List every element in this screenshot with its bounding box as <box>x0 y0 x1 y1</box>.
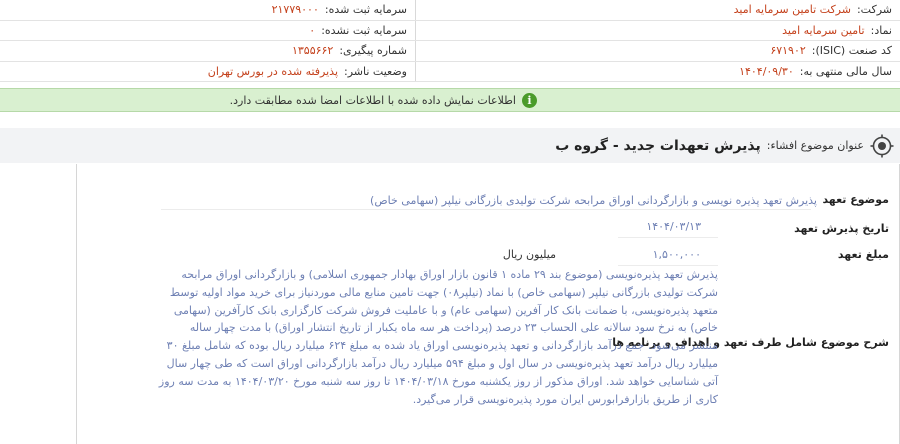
info-row-4 <box>0 62 900 83</box>
symbol-label: نماد: <box>870 23 892 37</box>
info-row-1 <box>0 0 900 21</box>
tracking-cell <box>0 41 415 61</box>
unregistered-capital-cell <box>0 21 415 41</box>
target-icon <box>870 134 894 158</box>
company-info-grid <box>0 0 900 82</box>
registered-capital-value: ۲۱۷۷۹۰۰۰ <box>271 3 319 17</box>
company-label: شرکت: <box>856 3 892 17</box>
isic-label: کد صنعت (ISIC): <box>811 44 892 58</box>
info-icon: i <box>522 93 537 108</box>
details-panel <box>76 164 900 444</box>
info-row-2 <box>0 21 900 42</box>
fiscal-year-label: سال مالی منتهی به: <box>799 64 892 78</box>
fiscal-year-cell <box>415 62 900 82</box>
registered-capital-label: سرمایه ثبت شده: <box>324 3 407 17</box>
subject-value: پذیرش تعهد پذیره نویسی و بازارگردانی اوراق مرابحه شرکت تولیدی بازرگانی نیلپر (سهامی خاص) <box>370 194 817 207</box>
registered-capital-cell <box>0 0 415 20</box>
disclosure-title-bar <box>0 128 900 163</box>
company-value[interactable]: شرکت تامین سرمایه امید <box>733 3 851 17</box>
tracking-label: شماره پیگیری: <box>339 44 407 58</box>
isic-cell <box>415 41 900 61</box>
company-cell <box>415 0 900 20</box>
publisher-status-value: پذیرفته شده در بورس تهران <box>207 64 339 78</box>
symbol-cell <box>415 21 900 41</box>
description-value: پذیرش تعهد پذیره‌نویسی (موضوع بند ۲۹ ماده ۱ قانون بازار اوراق بهادار جمهوری اسلامی) و بازارگردانی اوراق مرابحه شرکت تولیدی بازرگانی نیلپر (سهامی خاص) با نماد (نیلپر۰۸) جهت تامین منابع مالی موردنیاز برای خرید مواد اولیه توسط متعهد پذیره‌نویسی، با ضمانت بانک کار آفرین (سهامی عام) و با عاملیت فروش شرکت کارگزاری بانک کارآفرین (سهامی خاص) به نرخ سود سالانه علی الحساب ۲۳ درصد (پرداخت هر سه ماه یکبار از تاریخ انتشار اوراق) با مدت چهار ساله منتشر می‌شود. جمع درآمد بازارگردانی و تعهد پذیره‌نویسی اوراق یاد شده به مبلغ ۶۲۴ میلیارد ریال بوده که شامل مبلغ ۳۰ میلیارد ریال درآمد تعهد پذیره‌نویسی در سال اول و مبلغ ۵۹۴ میلیارد ریال درآمد بازارگردانی اوراق است که طی چهار سال آتی شناسایی خواهد شد. اوراق مذکور از روز یکشنبه مورخ ۱۴۰۴/۰۳/۱۸ تا روز سه شنبه مورخ ۱۴۰۴/۰۳/۲۰ به مدت سه روز کاری از طریق بازارفرابورس ایران مورد پذیره‌نویسی قرار می‌گیرد. <box>158 268 718 406</box>
page-title: پذیرش تعهدات جدید - گروه ب <box>555 137 761 154</box>
amount-label: مبلغ تعهد <box>837 248 889 261</box>
date-value: ۱۴۰۴/۰۳/۱۳ <box>646 220 701 233</box>
amount-value: ۱,۵۰۰,۰۰۰ <box>652 248 701 261</box>
title-label: عنوان موضوع افشاء: <box>766 139 864 152</box>
info-row-3 <box>0 41 900 62</box>
fiscal-year-value: ۱۴۰۴/۰۹/۳۰ <box>739 64 794 78</box>
tracking-value: ۱۳۵۵۶۶۲ <box>291 44 334 58</box>
unregistered-capital-label: سرمایه ثبت نشده: <box>321 23 407 37</box>
symbol-value[interactable]: تامین سرمایه امید <box>782 23 865 37</box>
unregistered-capital-value: ۰ <box>309 23 316 37</box>
description-label: شرح موضوع شامل طرف تعهد و اهداف و برنامه ها <box>612 336 889 349</box>
amount-unit: میلیون ریال <box>502 248 556 261</box>
isic-value: ۶۷۱۹۰۲ <box>770 44 806 58</box>
alert-text: اطلاعات نمایش داده شده با اطلاعات امضا شده مطابقت دارد. <box>229 93 516 107</box>
subject-label: موضوع تعهد <box>822 193 889 206</box>
publisher-status-label: وضعیت ناشر: <box>344 64 407 78</box>
publisher-status-cell <box>0 62 415 82</box>
verification-alert <box>0 88 900 112</box>
date-label: تاریخ پذیرش تعهد <box>794 222 889 235</box>
